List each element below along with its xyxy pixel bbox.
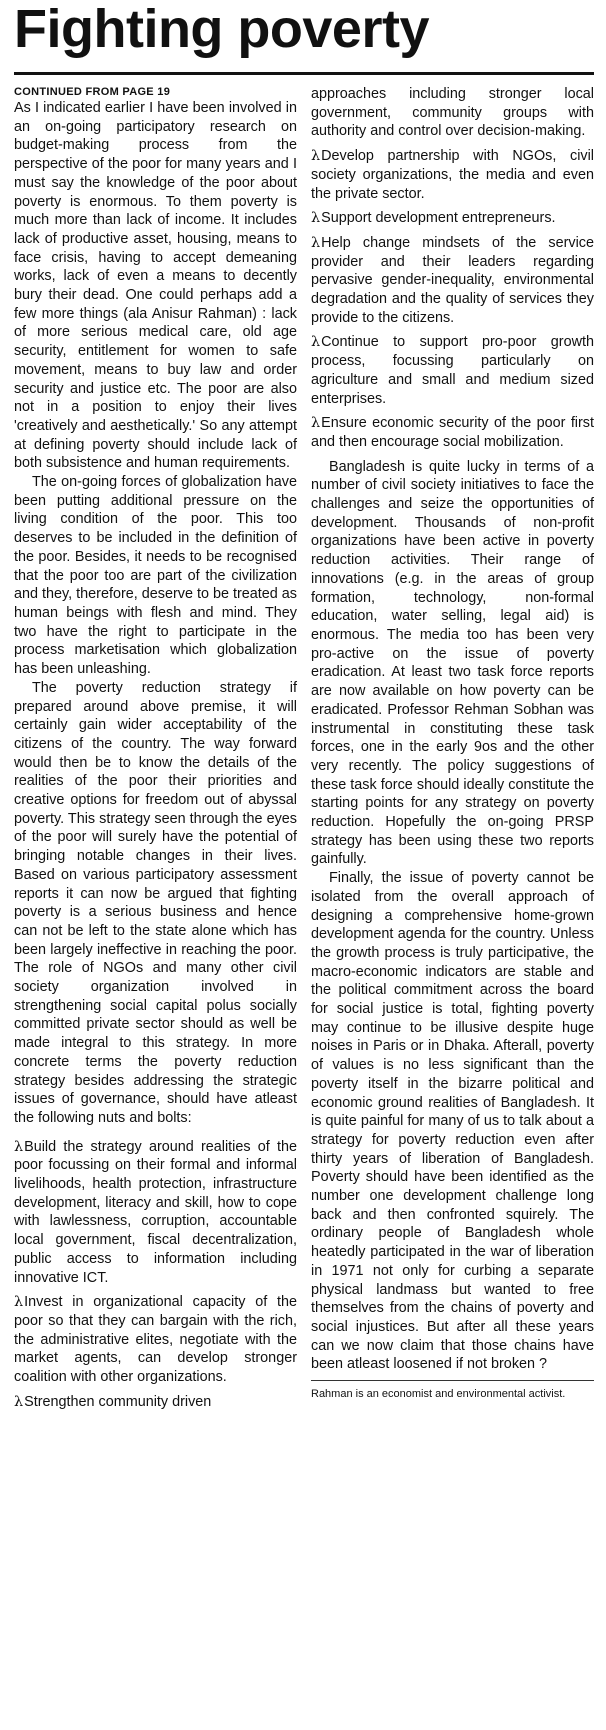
headline: Fighting poverty (14, 0, 429, 59)
bullet-text: Build the strategy around realities of the poor focussing on their formal and informal livelihoods, health protection, infrastructure development, literacy and skill, how to cope with lawlessness, corruption, accountable local government, fiscal decentralization, public access to information including innovative ICT. (14, 1138, 297, 1286)
bullet-item (14, 1138, 297, 1288)
bullet-text: Continue to support pro-poor growth process, focussing particularly on agriculture and small and medium sized enterprises. (311, 334, 594, 407)
author-note: Rahman is an economist and environmental activist. (311, 1388, 566, 1401)
bullet-text: Help change mindsets of the service provider and their leaders regarding pervasive gender-inequality, environmental degradation and the quality of services they provide to the citizens. (311, 234, 594, 326)
bullet-text: Strengthen community driven (24, 1393, 212, 1410)
bullet-continuation: approaches including stronger local government, community groups with authority and control over decision-making. (311, 86, 594, 140)
bullet-item (311, 147, 594, 203)
lambda-bullet-icon: λ (311, 234, 321, 251)
bullet-text: Ensure economic security of the poor first and then encourage social mobilization. (311, 415, 594, 450)
right-column (311, 85, 594, 1418)
author-note-rule (311, 1380, 594, 1381)
lambda-bullet-icon: λ (14, 1294, 24, 1311)
bullet-text: Invest in organizational capacity of the poor so that they can bargain with the rich, the administrative elites, negotiate with the market agents, can develop stronger coalition with other organizations. (14, 1294, 297, 1386)
lambda-bullet-icon: λ (311, 334, 321, 351)
lambda-bullet-icon: λ (311, 415, 321, 432)
bullet-item (311, 414, 594, 451)
body-paragraph: Finally, the issue of poverty cannot be isolated from the overall approach of designing a comprehensive home-grown development agenda for the country. Unless the growth process is truly participative, the macro-economic indicators are stable and the political commitment across the board for social justice is total, fighting poverty may continue to be illusive despite huge noises in Paris or in Dhaka. Afterall, poverty of values is no less significant than the poverty itself in the bizarre political and economic ground realities of Bangladesh. It is quite painful for many of us to talk about a strategy for poverty reduction even after thirty years of liberation of Bangladesh. Poverty should have been identified as the number one development challenge long back and then confronted squirely. The ordinary people of Bangladesh whole heatedly participated in the war of liberation in 1971 not only for curbing a separate physical landmass but wanted to free themselves from the chains of poverty and social injustices. But after all these years can we now claim that those chains have been atleast loosened if not broken ? (311, 870, 594, 1373)
body-paragraph: As I indicated earlier I have been involved in an on-going participatory research on budget-making process from the perspective of the poor for many years and I must say the knowledge of the poor about poverty is enormous. To them poverty is much more than lack of income. It includes lack of productive asset, housing, means to face crisis, having to accept demeaning works, lack of even a means to decently bury their dead. One could perhaps add a few more things (ala Anisur Rahman) : lack of more serious medical care, old age security, entitlement for women to safe movement, means to buy law and order security and justice etc. The poor are also not in a position to enjoy their lives 'creatively and aesthetically.' So any attempt at defining poverty should include lack of both subsistence and human requirements. (14, 100, 297, 472)
body-paragraph: The on-going forces of globalization have been putting additional pressure on the living condition of the poor. This too deserves to be included in the definition of the poor. Besides, it needs to be recognised that the poor too are part of the civilization and they, therefore, deserve to be treated as human beings with flesh and mind. They two have the right to participate in the process marketisation which globalization has been unleashing. (14, 474, 297, 678)
body-paragraph: Bangladesh is quite lucky in terms of a number of civil society initiatives to face the challenges and seize the opportunities of development. Thousands of non-profit organizations have been active in poverty reduction activities. Their range of innovations (e.g. in the areas of group formation, technology, non-formal education, water selling, legal aid) is enormous. The media too has been very pro-active on the issue of poverty eradication. At least two task force reports are now available on how poverty can be eradicated. Professor Rehman Sobhan was instrumental in constituting these task forces, one in the early 9os and the other very recently. The policy suggestions of these task force should ideally constitute the starting points for any strategy on poverty reduction. Hopefully the on-going PRSP strategy has been using these two reports gainfully. (311, 458, 594, 868)
lambda-bullet-icon: λ (14, 1393, 24, 1410)
headline-rule (14, 72, 594, 75)
lambda-bullet-icon: λ (14, 1138, 24, 1155)
bullet-item (14, 1393, 297, 1412)
bullet-text: Develop partnership with NGOs, civil society organizations, the media and even the private sector. (311, 148, 594, 202)
continued-kicker: CONTINUED FROM PAGE 19 (14, 86, 171, 98)
bullet-item (311, 234, 594, 328)
bullet-item (311, 333, 594, 408)
bullet-item (14, 1293, 297, 1387)
left-column (14, 85, 297, 1418)
bullet-text: Support development entrepreneurs. (321, 210, 556, 227)
lambda-bullet-icon: λ (311, 148, 321, 165)
body-paragraph: The poverty reduction strategy if prepared around above premise, it will certainly gain wider acceptability of the citizens of the country. The way forward would then be to know the details of the realities of the poor their priorities and creative options for freedom out of abyssal poverty. This strategy seen through the eyes of the poor will surely have the potential of bringing notable changes in their lives. Based on various participatory assessment reports it can now be argued that fighting poverty is a serious business and hence can not be left to the state alone which has been largely ineffective in reaching the poor. The role of NGOs and many other civil society organization involved in strengthening social capital polus socially committed private sector should as well be made integral to this strategy. In more concrete terms the poverty reduction strategy besides addressing the strategic issues of governance, should have atleast the following nuts and bolts: (14, 679, 297, 1126)
lambda-bullet-icon: λ (311, 210, 321, 227)
bullet-item (311, 209, 594, 228)
article-columns (14, 85, 594, 1418)
